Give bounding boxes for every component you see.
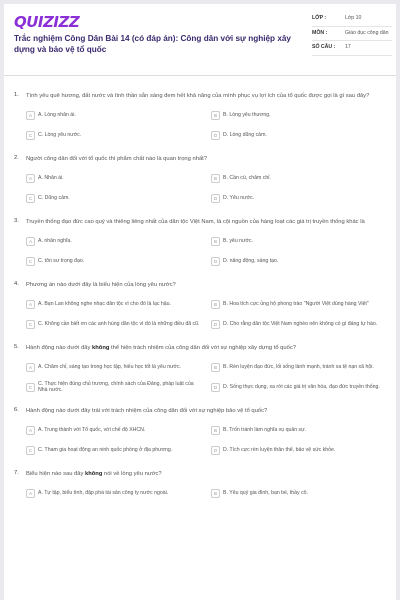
question-number: 3. [14,218,19,224]
option-letter-box: A [26,489,35,498]
option-letter-box: C [26,194,35,203]
question-text-part: Hành động nào dưới đây [26,345,93,351]
answer-option[interactable] [211,171,386,185]
question-number: 5. [14,344,19,350]
answer-option[interactable] [26,171,201,185]
meta-row [312,27,392,42]
option-text: D. năng động, sáng tạo. [223,257,279,264]
answer-option[interactable] [211,317,386,331]
option-text: B. Rèn luyện đạo đức, lối sống lành mạnh, tránh xa tệ nạn xã hội. [223,363,374,370]
answer-option[interactable] [26,254,201,268]
option-letter-box: D [211,257,220,266]
answer-option[interactable] [26,360,201,374]
option-letter-box: A [26,300,35,309]
option-grid [26,171,386,205]
option-letter-box: A [26,426,35,435]
question-number: 7. [14,470,19,476]
worksheet-meta [312,12,392,56]
answer-option[interactable] [26,380,201,394]
question-text-part: Phương án nào dưới đây là biểu hiện của lòng yêu nước? [26,282,176,288]
option-text: C. Tham gia hoạt động an ninh quốc phòng ở địa phương. [38,446,173,453]
answer-option[interactable] [211,360,386,374]
question-text-part: nói về lòng yêu nước? [102,471,162,477]
option-text: C. Lòng yêu nước. [38,131,82,138]
option-letter-box: B [211,489,220,498]
option-text: B. yêu nước. [223,237,253,244]
option-text: B. Yêu quý gia đình, bạn bè, thầy cô. [223,489,308,496]
option-text: B. Cần cù, chăm chỉ. [223,174,271,181]
option-letter-box: D [211,383,220,392]
answer-option[interactable] [26,108,201,122]
option-grid [26,360,386,394]
meta-row [312,12,392,27]
option-text: B. Hoa tích cực ủng hộ phong trào "Người Việt dùng hàng Việt" [223,300,369,307]
question-text [26,92,386,100]
answer-option[interactable] [211,234,386,248]
answer-option[interactable] [26,423,201,437]
option-letter-box: D [211,446,220,455]
question-number: 1. [14,92,19,98]
option-letter-box: C [26,446,35,455]
option-text: A. Trung thành với Tổ quốc, với chế độ XHCN. [38,426,146,433]
answer-option[interactable] [26,317,201,331]
answer-option[interactable] [211,108,386,122]
option-grid [26,486,386,500]
worksheet-page [4,4,396,600]
option-letter-box: B [211,426,220,435]
question-item [4,218,396,268]
question-item [4,407,396,457]
option-letter-box: B [211,300,220,309]
option-text: C. Dũng cảm. [38,194,70,201]
answer-option[interactable] [26,443,201,457]
question-text [26,281,386,289]
meta-value: Lớp 10 [345,15,362,21]
question-text-part: thể hiện trách nhiệm của công dân đối với sự nghiệp xây dựng tổ quốc? [109,345,296,351]
question-number: 4. [14,281,19,287]
option-letter-box: C [26,383,35,392]
question-item [4,344,396,394]
question-text-part: Biểu hiện nào sau đây [26,471,85,477]
option-letter-box: B [211,111,220,120]
option-text: A. Nhân ái. [38,174,64,181]
question-number: 6. [14,407,19,413]
question-text-part: Hành động nào dưới đây trái với trách nhiệm của công dân đối với sự nghiệp bảo vệ tổ quốc? [26,408,268,414]
question-text [26,407,386,415]
question-text [26,218,386,226]
answer-option[interactable] [211,254,386,268]
question-text-part: Người công dân đối với tổ quốc thì phẩm chất nào là quan trọng nhất? [26,156,207,162]
answer-option[interactable] [211,297,386,311]
option-text: C. tôn sư trọng đạo. [38,257,85,264]
meta-value: Giáo dục công dân [345,29,389,36]
option-text: A. Lòng nhân ái. [38,111,76,118]
option-letter-box: B [211,363,220,372]
option-text: D. Lòng dũng cảm. [223,131,267,138]
option-letter-box: A [26,363,35,372]
option-letter-box: B [211,174,220,183]
quizizz-logo: QUIZIZZ [14,13,80,31]
option-text: C. Không cần biết ơn các anh hùng dân tộc vì đó là những điều đã cũ. [38,320,200,327]
option-letter-box: A [26,111,35,120]
option-letter-box: B [211,237,220,246]
question-item [4,92,396,142]
answer-option[interactable] [26,128,201,142]
option-text: A. Tự tập, biểu tình, đập phá tài sản công ty nước ngoài. [38,489,169,496]
answer-option[interactable] [26,191,201,205]
answer-option[interactable] [211,191,386,205]
option-letter-box: A [26,237,35,246]
question-item [4,470,396,500]
option-text: A. Chăm chỉ, sáng tạo trong học tập, hiếu học tốt là yêu nước. [38,363,181,370]
question-emphasis: không [92,345,110,351]
option-grid [26,423,386,457]
option-letter-box: D [211,320,220,329]
meta-label: LỚP : [312,15,327,21]
meta-label: SỐ CÂU : [312,44,336,50]
answer-option[interactable] [211,380,386,394]
option-text: A. nhân nghĩa. [38,237,72,244]
answer-option[interactable] [211,423,386,437]
option-text: B. Trốn tránh làm nghĩa vụ quân sự. [223,426,307,433]
question-text-part: Truyền thống đạo đức cao quý và thiêng liêng nhất của dân tộc Việt Nam, là cội nguồn của hàng loạt các giá trị truyền thống khác là [26,219,365,225]
option-letter-box: C [26,257,35,266]
option-text: D. Cho rằng dân tộc Việt Nam nghèo nên không có gì đáng tự hào. [223,320,378,327]
option-grid [26,234,386,268]
meta-row [312,41,392,56]
option-text: C. Thực hiện đúng chủ trương, chính sách của Đảng, pháp luật của Nhà nước. [38,380,194,393]
option-grid [26,297,386,331]
option-text: D. Tích cực rèn luyện thân thể, bảo vệ sức khỏe. [223,446,336,453]
option-letter-box: D [211,131,220,140]
meta-value: 17 [345,44,351,50]
answer-option[interactable] [26,297,201,311]
answer-option[interactable] [26,234,201,248]
question-text-part: Tình yêu quê hương, đất nước và tình thần sẵn sàng đem hết khả năng của mình phục vụ lợi ích của tổ quốc được gọi là gì sau đây? [26,93,370,99]
question-emphasis: không [84,471,103,477]
option-text: D. Sống thực dụng, xa rời các giá trị văn hóa, đạo đức truyền thống. [223,383,380,390]
meta-label: MÔN : [312,29,328,36]
answer-option[interactable] [26,486,201,500]
option-letter-box: D [211,194,220,203]
worksheet-header [4,4,396,76]
question-item [4,281,396,331]
answer-option[interactable] [211,128,386,142]
question-text [26,344,386,352]
answer-option[interactable] [211,443,386,457]
option-text: D. Yêu nước. [223,194,255,201]
option-text: A. Bạn Lan không nghe nhạc dân tộc vì cho đó là lạc hậu. [38,300,171,307]
question-text [26,470,386,478]
option-letter-box: A [26,174,35,183]
option-grid [26,108,386,142]
worksheet-title: Trắc nghiệm Công Dân Bài 14 (có đáp án): Công dân với sự nghiệp xây dựng và bảo vệ tổ quốc [14,34,291,54]
option-letter-box: C [26,131,35,140]
question-text [26,155,386,163]
option-text: B. Lòng yêu thương. [223,111,271,118]
option-letter-box: C [26,320,35,329]
answer-option[interactable] [211,486,386,500]
question-item [4,155,396,205]
question-list [4,76,396,500]
question-number: 2. [14,155,19,161]
